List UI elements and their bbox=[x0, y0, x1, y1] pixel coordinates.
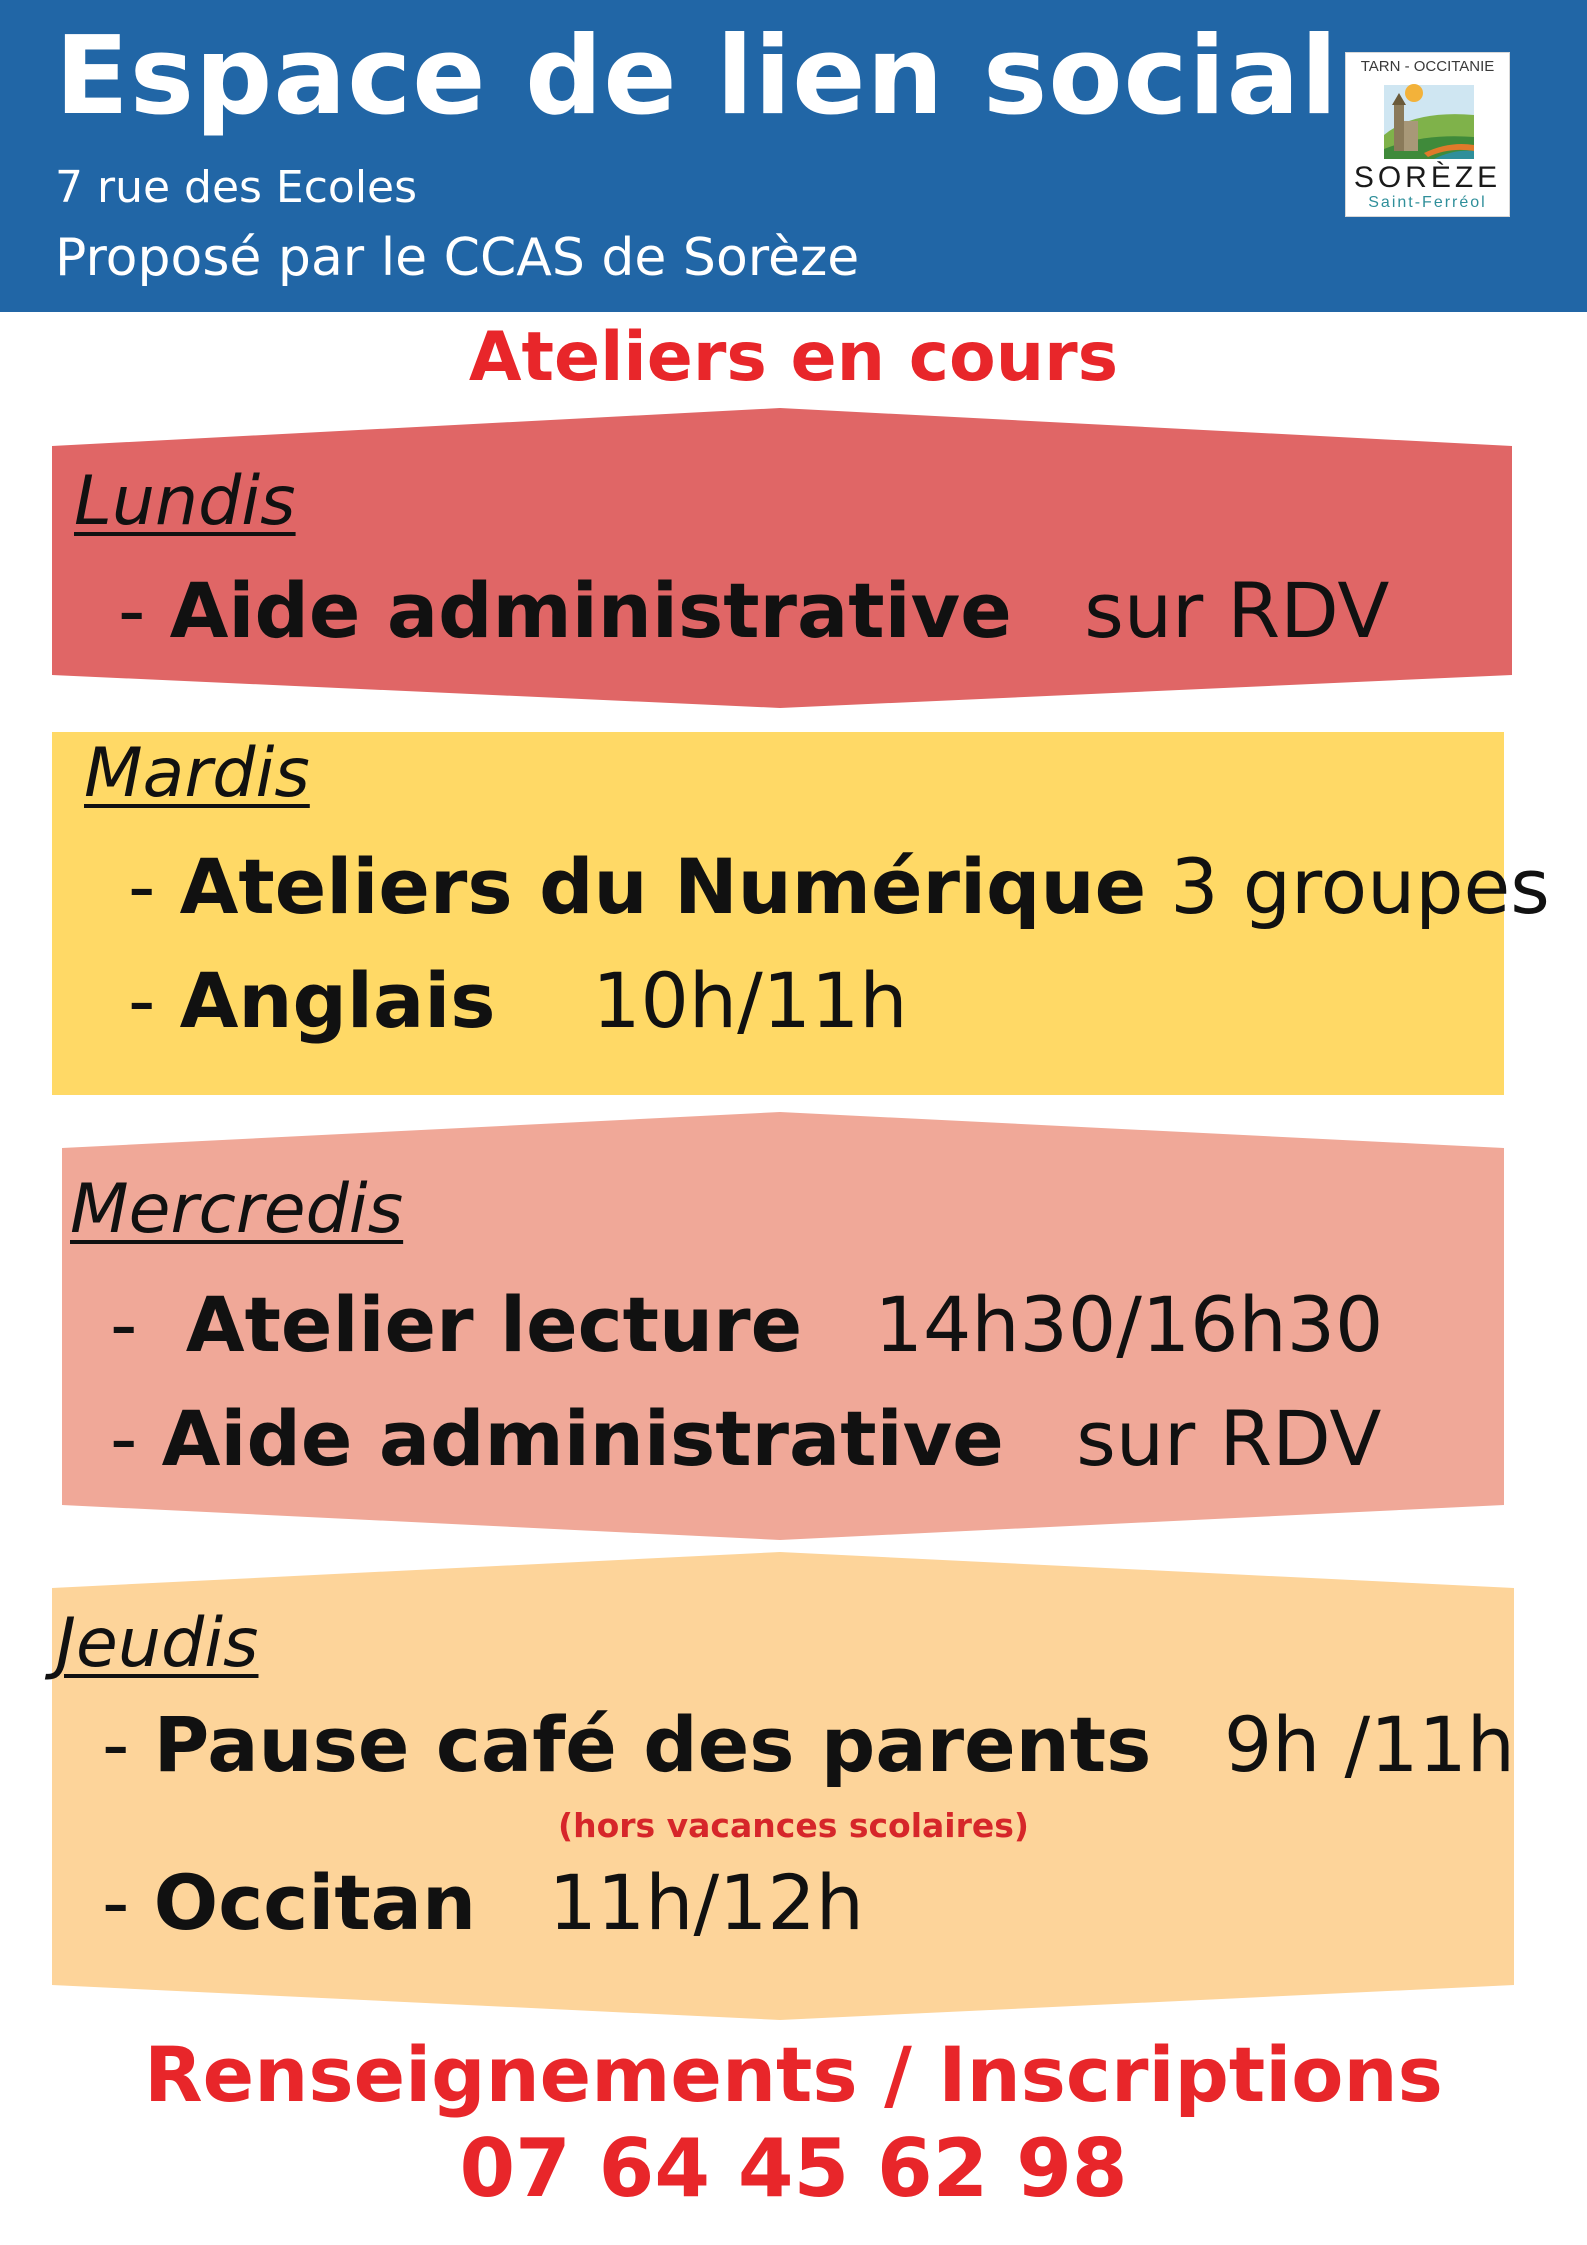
day-mercredis: Mercredis bbox=[70, 1170, 404, 1249]
contact-phone: 07 64 45 62 98 bbox=[459, 2122, 1128, 2215]
activity-schedule: sur RDV bbox=[1076, 1394, 1382, 1483]
bullet-dash: - bbox=[102, 1858, 154, 1947]
day-lundis: Lundis bbox=[74, 462, 296, 541]
activity-schedule: 10h/11h bbox=[592, 956, 908, 1045]
activity-line bbox=[102, 1858, 864, 1947]
proposer-text: Proposé par le CCAS de Sorèze bbox=[55, 228, 860, 288]
day-jeudis: Jeudis bbox=[56, 1604, 259, 1683]
bullet-dash: - bbox=[128, 842, 180, 931]
activity-line bbox=[110, 1394, 1381, 1483]
activity-schedule: 11h/12h bbox=[548, 1858, 864, 1947]
activity-line bbox=[128, 842, 1550, 931]
day-mardis: Mardis bbox=[84, 734, 310, 813]
bullet-dash: - bbox=[118, 566, 170, 655]
address: 7 rue des Ecoles bbox=[55, 162, 418, 213]
activity-line bbox=[118, 566, 1389, 655]
page-title: Espace de lien social bbox=[55, 14, 1339, 139]
band-lundis bbox=[52, 408, 1512, 708]
logo-subname: Saint-Ferréol bbox=[1368, 194, 1487, 211]
activity-name: Ateliers du Numérique bbox=[179, 842, 1147, 931]
activity-schedule: 14h30/16h30 bbox=[874, 1280, 1384, 1369]
activity-name: Atelier lecture bbox=[185, 1280, 803, 1369]
activity-name: Aide administrative bbox=[169, 566, 1012, 655]
activity-line bbox=[102, 1700, 1515, 1789]
activity-name: Occitan bbox=[153, 1858, 477, 1947]
bullet-dash: - bbox=[102, 1700, 154, 1789]
activity-schedule: 9h /11h bbox=[1223, 1700, 1515, 1789]
activity-name: Anglais bbox=[179, 956, 496, 1045]
activity-line bbox=[110, 1280, 1383, 1369]
activity-name: Aide administrative bbox=[161, 1394, 1004, 1483]
activity-schedule: 3 groupes bbox=[1170, 842, 1550, 931]
logo-region-text: TARN - OCCITANIE bbox=[1360, 58, 1495, 75]
activity-note: (hors vacances scolaires) bbox=[558, 1806, 1029, 1845]
activity-schedule: sur RDV bbox=[1084, 566, 1390, 655]
bullet-dash: - bbox=[110, 1394, 162, 1483]
bullet-dash: - bbox=[128, 956, 180, 1045]
activity-name: Pause café des parents bbox=[153, 1700, 1152, 1789]
bullet-dash: - bbox=[110, 1280, 186, 1369]
footer-title: Renseignements / Inscriptions bbox=[144, 2030, 1443, 2119]
section-subtitle: Ateliers en cours bbox=[468, 318, 1119, 397]
logo-name: SORÈZE bbox=[1353, 161, 1502, 194]
activity-line bbox=[128, 956, 908, 1045]
